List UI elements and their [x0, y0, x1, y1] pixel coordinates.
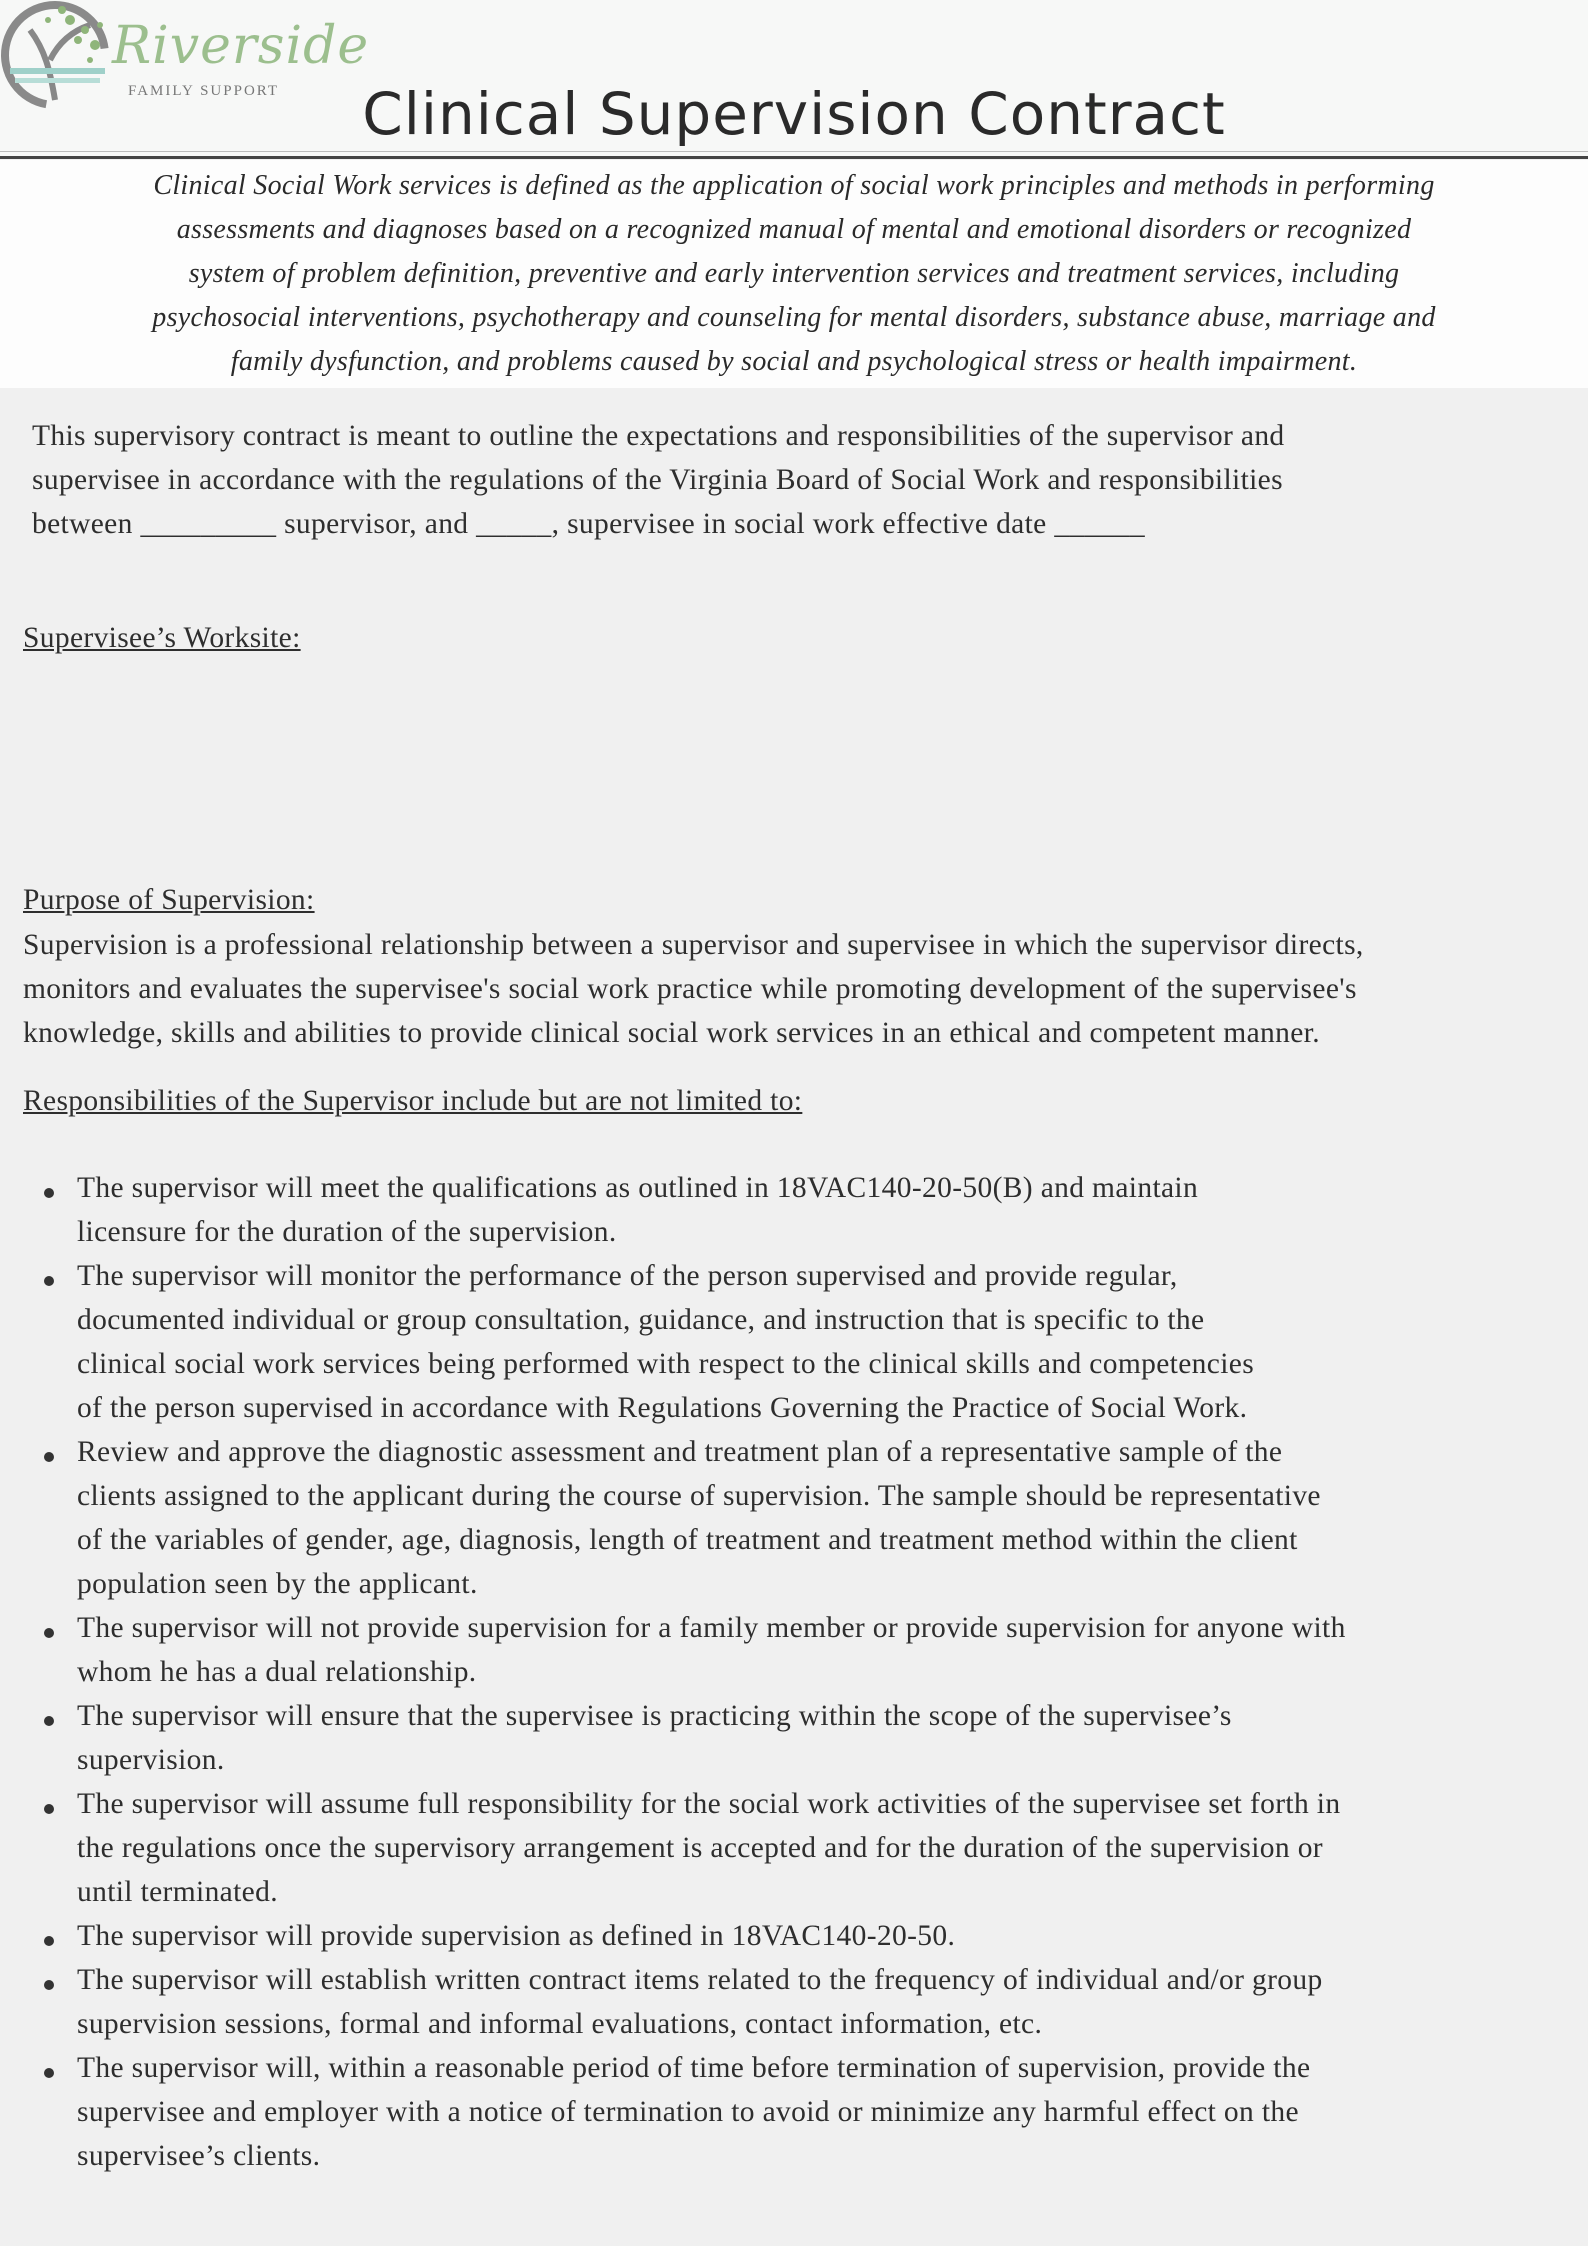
- list-item-line: The supervisor will assume full responsibility for the social work activities of the supervisee set forth in: [77, 1788, 1341, 1820]
- list-item-line: The supervisor will ensure that the supervisee is practicing within the scope of the supervisee’s: [77, 1700, 1232, 1732]
- purpose-line: knowledge, skills and abilities to provide clinical social work services in an ethical and competent manner.: [23, 1017, 1320, 1049]
- list-item-line: The supervisor will, within a reasonable period of time before termination of supervision, provide the: [77, 2052, 1311, 2084]
- purpose-line: Supervision is a professional relationship between a supervisor and supervisee in which the supervisor directs,: [23, 929, 1364, 961]
- definition-section: [0, 160, 1588, 388]
- list-item-line: clinical social work services being performed with respect to the clinical skills and competencies: [77, 1348, 1255, 1380]
- definition-line: system of problem definition, preventive and early intervention services and treatment services, including: [188, 258, 1400, 289]
- definition-line: family dysfunction, and problems caused by social and psychological stress or health impairment.: [230, 346, 1358, 377]
- list-item-line: the regulations once the supervisory arrangement is accepted and for the duration of the supervision or: [77, 1832, 1323, 1864]
- bullet-icon: [44, 1936, 54, 1946]
- list-item-line: of the person supervised in accordance with Regulations Governing the Practice of Social Work.: [77, 1392, 1248, 1424]
- contract-intro-line: This supervisory contract is meant to outline the expectations and responsibilities of the supervisor and: [32, 420, 1285, 452]
- header-divider-thin: [0, 151, 1588, 152]
- page-title: Clinical Supervision Contract: [362, 80, 1226, 148]
- bullet-icon: [44, 2068, 54, 2078]
- list-item-line: population seen by the applicant.: [77, 1568, 478, 1600]
- list-item-line: Review and approve the diagnostic assessment and treatment plan of a representative sample of the: [77, 1436, 1283, 1468]
- definition-line: assessments and diagnoses based on a recognized manual of mental and emotional disorders or recognized: [176, 214, 1412, 245]
- list-item-line: licensure for the duration of the supervision.: [77, 1216, 617, 1248]
- bullet-icon: [44, 1276, 54, 1286]
- definition-line: psychosocial interventions, psychotherapy and counseling for mental disorders, substance abuse, marriage and: [152, 302, 1436, 333]
- definition-line: Clinical Social Work services is defined as the application of social work principles and methods in performing: [153, 170, 1435, 201]
- header-divider: [0, 156, 1588, 159]
- list-item-line: supervision.: [77, 1744, 225, 1776]
- bullet-icon: [44, 1980, 54, 1990]
- contract-intro-line: between _________ supervisor, and _____, supervisee in social work effective date ______: [32, 508, 1145, 540]
- document-header: [0, 0, 1588, 158]
- list-item-line: documented individual or group consultation, guidance, and instruction that is specific to the: [77, 1304, 1205, 1336]
- logo-subtitle: FAMILY SUPPORT: [128, 83, 280, 99]
- list-item-line: The supervisor will monitor the performance of the person supervised and provide regular,: [77, 1260, 1178, 1292]
- bullet-icon: [44, 1628, 54, 1638]
- list-item-line: whom he has a dual relationship.: [77, 1656, 477, 1688]
- list-item-line: The supervisor will provide supervision as defined in 18VAC140-20-50.: [77, 1920, 956, 1952]
- list-item-line: The supervisor will meet the qualifications as outlined in 18VAC140-20-50(B) and maintain: [77, 1172, 1199, 1204]
- contract-intro-line: supervisee in accordance with the regulations of the Virginia Board of Social Work and responsibilities: [32, 464, 1283, 496]
- list-item-line: The supervisor will establish written contract items related to the frequency of individual and/or group: [77, 1964, 1323, 1996]
- list-item-line: clients assigned to the applicant during the course of supervision. The sample should be representative: [77, 1480, 1321, 1512]
- responsibilities-heading: Responsibilities of the Supervisor include but are not limited to:: [23, 1085, 803, 1117]
- purpose-heading: Purpose of Supervision:: [23, 884, 315, 916]
- worksite-heading: Supervisee’s Worksite:: [23, 622, 301, 654]
- logo-wordmark: Riverside: [112, 16, 370, 76]
- list-item-line: supervisee’s clients.: [77, 2140, 321, 2172]
- bullet-icon: [44, 1804, 54, 1814]
- bullet-icon: [44, 1452, 54, 1462]
- bullet-icon: [44, 1188, 54, 1198]
- list-item-line: supervisee and employer with a notice of termination to avoid or minimize any harmful effect on the: [77, 2096, 1299, 2128]
- list-item-line: The supervisor will not provide supervision for a family member or provide supervision for anyone with: [77, 1612, 1346, 1644]
- purpose-line: monitors and evaluates the supervisee's social work practice while promoting development of the supervisee's: [23, 973, 1357, 1005]
- list-item-line: until terminated.: [77, 1876, 278, 1908]
- bullet-icon: [44, 1716, 54, 1726]
- list-item-line: of the variables of gender, age, diagnosis, length of treatment and treatment method within the client: [77, 1524, 1298, 1556]
- list-item-line: supervision sessions, formal and informal evaluations, contact information, etc.: [77, 2008, 1043, 2040]
